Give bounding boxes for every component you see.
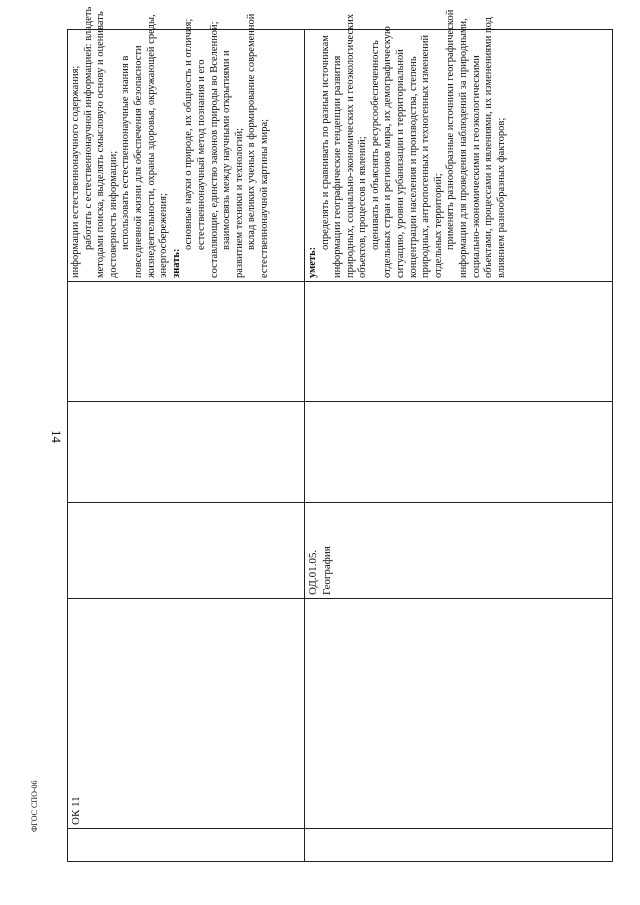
text-line: работать с естественнонаучной информацией: владеть bbox=[82, 6, 94, 250]
empty-cell bbox=[304, 402, 612, 503]
content-cell bbox=[304, 9, 612, 282]
discipline-code: ОД.01.05. География bbox=[306, 546, 333, 595]
text-line: влиянием разнообразных факторов; bbox=[495, 117, 507, 278]
text-line: методами поиска, выделять смысловую основу и оценивать bbox=[95, 11, 107, 278]
text-line: ситуацию, уровни урбанизации и территориальной bbox=[395, 49, 407, 278]
text-line: достоверность информации; bbox=[107, 150, 119, 278]
text-line: жизнедеятельности, охраны здоровья, окружающей среды, bbox=[145, 14, 157, 278]
empty-cell bbox=[68, 402, 305, 503]
text-line: информации географические тенденции развития bbox=[332, 55, 344, 278]
text-line: определять и сравнивать по разным источникам bbox=[319, 35, 331, 250]
text-line: взаимосвязь между научными открытиями и bbox=[221, 50, 233, 250]
text-line: развитием техники и технологий; bbox=[233, 127, 245, 278]
competency-code: ОК 11 bbox=[70, 796, 82, 825]
table-row bbox=[68, 30, 305, 862]
text-line: естественнонаучный метод познания и его bbox=[195, 59, 207, 250]
text-line: объектов, процессов и явлений; bbox=[357, 136, 369, 278]
section-label: знать: bbox=[170, 248, 182, 278]
text-line: естественнонаучной картины мира; bbox=[258, 118, 270, 278]
empty-cell bbox=[68, 282, 305, 402]
text-line: объектами, процессами и явлениями, их изменениями под bbox=[483, 17, 495, 278]
empty-cell bbox=[68, 503, 305, 599]
text-line: основные науки о природе, их общность и отличия; bbox=[183, 18, 195, 250]
text-line: энергосбережения; bbox=[158, 193, 170, 278]
competency-cell bbox=[68, 599, 305, 829]
section-label: уметь: bbox=[306, 246, 318, 278]
text-line: информации естественнонаучного содержания; bbox=[70, 65, 81, 278]
text-line: отдельных стран и регионов мира, их демографическую bbox=[382, 26, 394, 278]
text-line: применять разнообразные источники географической bbox=[445, 9, 457, 250]
curriculum-table bbox=[67, 6, 613, 862]
empty-cell bbox=[304, 282, 612, 402]
text-line: природных, социально-экономических и геоэкологических bbox=[344, 13, 356, 278]
text-line: природных, антропогенных и техногенных изменений bbox=[420, 34, 432, 278]
empty-cell bbox=[68, 829, 305, 862]
footer-label: ФГОС СПО-06 bbox=[30, 780, 39, 832]
text-line: социально-экономическими и геоэкологическими bbox=[470, 55, 482, 278]
empty-cell bbox=[304, 599, 612, 829]
text-line: концентрации населения и производства, степень bbox=[407, 56, 419, 278]
empty-cell bbox=[304, 829, 612, 862]
discipline-cell bbox=[304, 503, 612, 599]
text-line: отдельных территорий; bbox=[432, 173, 444, 278]
text-line: вклад великих ученых в формирование современной bbox=[246, 13, 258, 250]
text-line: использовать естественнонаучные знания в bbox=[120, 55, 132, 250]
text-line: составляющие, единство законов природы во Вселенной; bbox=[208, 21, 220, 278]
text-line: повседневной жизни для обеспечения безопасности bbox=[132, 45, 144, 278]
page-number: 14 bbox=[49, 430, 64, 443]
text-line: оценивать и объяснять ресурсообеспеченность bbox=[369, 40, 381, 250]
content-cell bbox=[68, 6, 305, 282]
table-row bbox=[304, 30, 612, 862]
text-line: информации для проведения наблюдений за природными, bbox=[458, 18, 470, 278]
